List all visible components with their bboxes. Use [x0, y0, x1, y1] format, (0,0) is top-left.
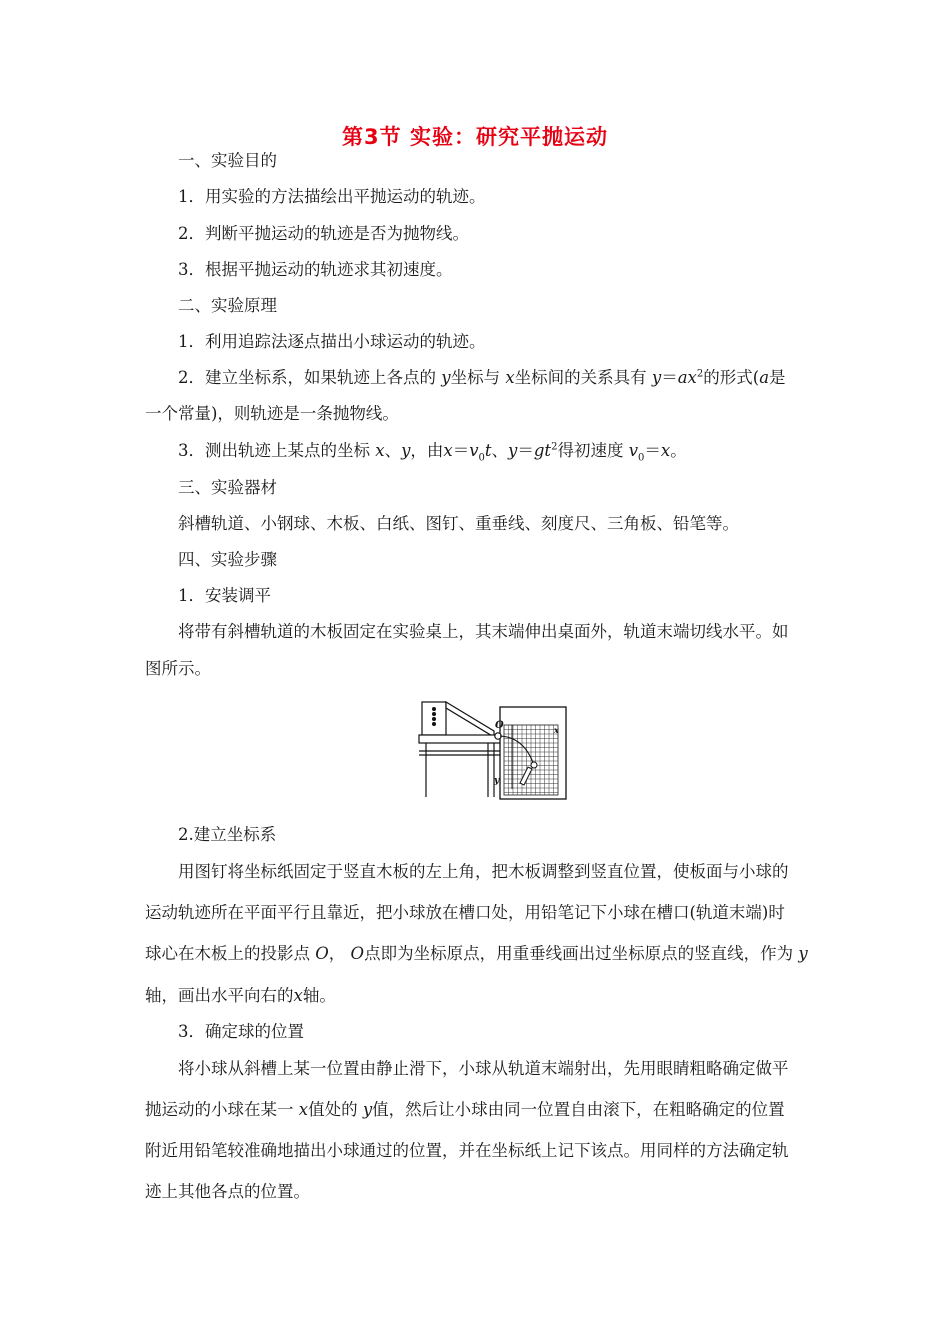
- step-3-heading: 3．确定球的位置: [178, 1022, 304, 1041]
- purpose-item-2: 2．判断平抛运动的轨迹是否为抛物线。: [178, 224, 469, 243]
- step-1-heading: 1．安装调平: [178, 586, 271, 605]
- step-3-line3: 附近用铅笔较准确地描出小球通过的位置，并在坐标纸上记下该点。用同样的方法确定轨: [145, 1141, 789, 1160]
- step-2-line1: 用图钉将坐标纸固定于竖直木板的左上角，把木板调整到竖直位置，使板面与小球的: [178, 862, 789, 881]
- step-2-line3: 球心在木板上的投影点 O， O点即为坐标原点，用重垂线画出过坐标原点的竖直线，作为 y: [145, 944, 808, 963]
- section-heading-steps: 四、实验步骤: [178, 550, 277, 569]
- origin-label: O: [495, 720, 504, 731]
- purpose-item-1: 1．用实验的方法描绘出平抛运动的轨迹。: [178, 187, 486, 206]
- step-1-text-line1: 将带有斜槽轨道的木板固定在实验桌上，其末端伸出桌面外，轨道末端切线水平。如: [178, 622, 789, 641]
- purpose-item-3: 3．根据平抛运动的轨迹求其初速度。: [178, 260, 453, 279]
- page-title: 第3节 实验：研究平抛运动: [342, 125, 608, 149]
- step-3-line1: 将小球从斜槽上某一位置由静止滑下，小球从轨道末端射出，先用眼睛粗略确定做平: [178, 1059, 789, 1078]
- principle-item-2-line1: 2．建立坐标系，如果轨迹上各点的 y坐标与 x坐标间的关系具有 $y=ax^2$的形式(a是: [178, 368, 786, 387]
- step-3-line2: 抛运动的小球在某一 x值处的 y值，然后让小球由同一位置自由滚下，在粗略确定的位置: [145, 1100, 785, 1119]
- step-2-line2: 运动轨迹所在平面平行且靠近，把小球放在槽口处，用铅笔记下小球在槽口(轨道末端)时: [145, 903, 785, 922]
- section-heading-materials: 三、实验器材: [178, 478, 277, 497]
- apparatus-figure: [416, 697, 568, 801]
- step-2-heading: 2.建立坐标系: [178, 825, 277, 844]
- step-2-line4: 轴，画出水平向右的x轴。: [145, 986, 336, 1005]
- step-1-text-line2: 图所示。: [145, 659, 211, 678]
- section-heading-purpose: 一、实验目的: [178, 151, 277, 170]
- step-3-line4: 迹上其他各点的位置。: [145, 1182, 310, 1201]
- section-heading-principle: 二、实验原理: [178, 296, 277, 315]
- x-axis-label: x: [554, 725, 559, 735]
- principle-item-3: 3．测出轨迹上某点的坐标 x、y，由$x=v_0t$、$y=gt^2$得初速度 $v_0=x$。: [178, 441, 687, 464]
- principle-item-2-line2: 一个常量)，则轨迹是一条抛物线。: [145, 404, 399, 423]
- y-axis-label: y: [494, 776, 500, 786]
- materials-text: 斜槽轨道、小钢球、木板、白纸、图钉、重垂线、刻度尺、三角板、铅笔等。: [178, 514, 739, 533]
- principle-item-1: 1．利用追踪法逐点描出小球运动的轨迹。: [178, 332, 486, 351]
